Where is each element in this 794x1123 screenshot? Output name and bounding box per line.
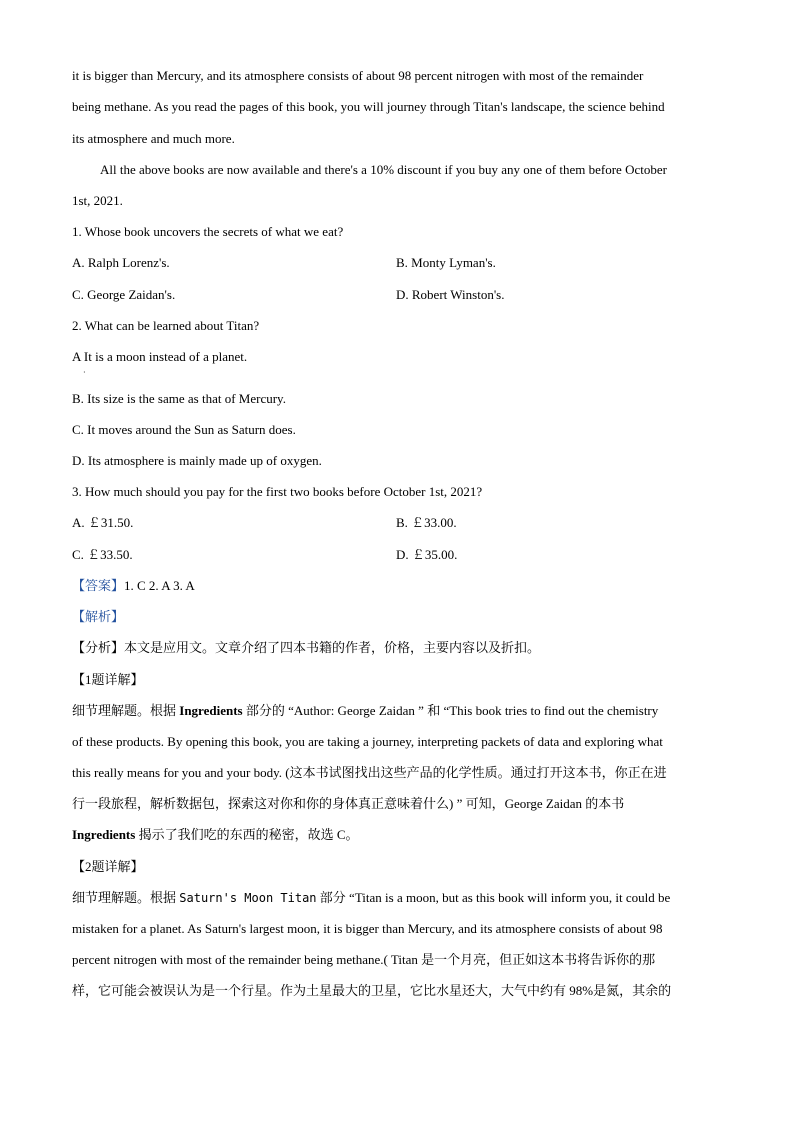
analysis-label: 【解析】 — [72, 609, 125, 624]
q1-text: 细节理解题。根据 — [72, 703, 180, 718]
question-option: C. It moves around the Sun as Saturn does. — [72, 422, 296, 437]
passage-line: All the above books are now available and there's a 10% discount if you buy any one of them before October — [100, 162, 667, 177]
q2-text: 细节理解题。根据 — [72, 890, 180, 905]
question-option: D. ￡35.00. — [396, 547, 458, 562]
summary-text: 本文是应用文。文章介绍了四本书籍的作者，价格，主要内容以及折扣。 — [124, 640, 541, 655]
book-title: Saturn's Moon Titan — [179, 891, 317, 905]
question-option: B. Monty Lyman's. — [396, 255, 496, 270]
question-option: D. Robert Winston's. — [396, 287, 505, 302]
question-option: C. ￡33.50. — [72, 547, 133, 562]
question-option: A. ￡31.50. — [72, 515, 134, 530]
q2-line: percent nitrogen with most of the remainder being methane.( Titan 是一个月亮，但正如这本书将告诉你的那 — [72, 952, 656, 967]
book-title: Ingredients — [72, 827, 136, 842]
answer-text: 1. C 2. A 3. A — [124, 578, 195, 593]
q1-line: of these products. By opening this book, you are taking a journey, interpreting packets of data and exploring what — [72, 734, 663, 749]
question-option: B. Its size is the same as that of Mercury. — [72, 391, 286, 406]
q1-text: 部分的 “Author: George Zaidan ” 和 “This book tries to find out the chemistry — [242, 703, 659, 718]
q1-line: this really means for you and your body. (这本书试图找出这些产品的化学性质。通过打开这本书，你正在进 — [72, 765, 667, 780]
q1-line — [72, 827, 359, 843]
q1-line: 行一段旅程，解析数据包，探索这对你和你的身体真正意味着什么) ” 可知，George Zaidan 的本书 — [72, 796, 625, 811]
question-option: B. ￡33.00. — [396, 515, 457, 530]
question-option: C. George Zaidan's. — [72, 287, 176, 302]
q2-line: mistaken for a planet. As Saturn's largest moon, it is bigger than Mercury, and its atmosphere consists of about 98 — [72, 921, 663, 936]
question-option: D. Its atmosphere is mainly made up of oxygen. — [72, 453, 322, 468]
question-option: A. Ralph Lorenz's. — [72, 255, 170, 270]
q1-line — [72, 703, 658, 719]
book-title: Ingredients — [179, 703, 243, 718]
answer-line — [72, 578, 195, 594]
q2-text: 部分 “Titan is a moon, but as this book will inform you, it could be — [316, 890, 671, 905]
passage-line: 1st, 2021. — [72, 193, 123, 208]
passage-line: its atmosphere and much more. — [72, 131, 235, 146]
answer-label: 【答案】 — [72, 578, 125, 593]
summary-line — [72, 640, 540, 656]
q2-line: 样，它可能会被误认为是一个行星。作为土星最大的卫星，它比水星还大，大气中约有 98%是氮，其余的 — [72, 983, 672, 998]
bullet-dot: · — [83, 368, 86, 377]
question-stem: 1. Whose book uncovers the secrets of what we eat? — [72, 224, 344, 239]
summary-label: 【分析】 — [72, 640, 125, 655]
question-option: A It is a moon instead of a planet. — [72, 349, 248, 364]
question-stem: 3. How much should you pay for the first two books before October 1st, 2021? — [72, 484, 483, 499]
q2-line — [72, 890, 670, 906]
passage-line: being methane. As you read the pages of this book, you will journey through Titan's landscape, the science behind — [72, 99, 665, 114]
q1-text: 揭示了我们吃的东西的秘密，故选 C。 — [135, 827, 359, 842]
question-stem: 2. What can be learned about Titan? — [72, 318, 260, 333]
passage-line: it is bigger than Mercury, and its atmosphere consists of about 98 percent nitrogen with most of the remainder — [72, 68, 644, 83]
q1-heading: 【1题详解】 — [72, 672, 144, 687]
q2-heading: 【2题详解】 — [72, 859, 144, 874]
